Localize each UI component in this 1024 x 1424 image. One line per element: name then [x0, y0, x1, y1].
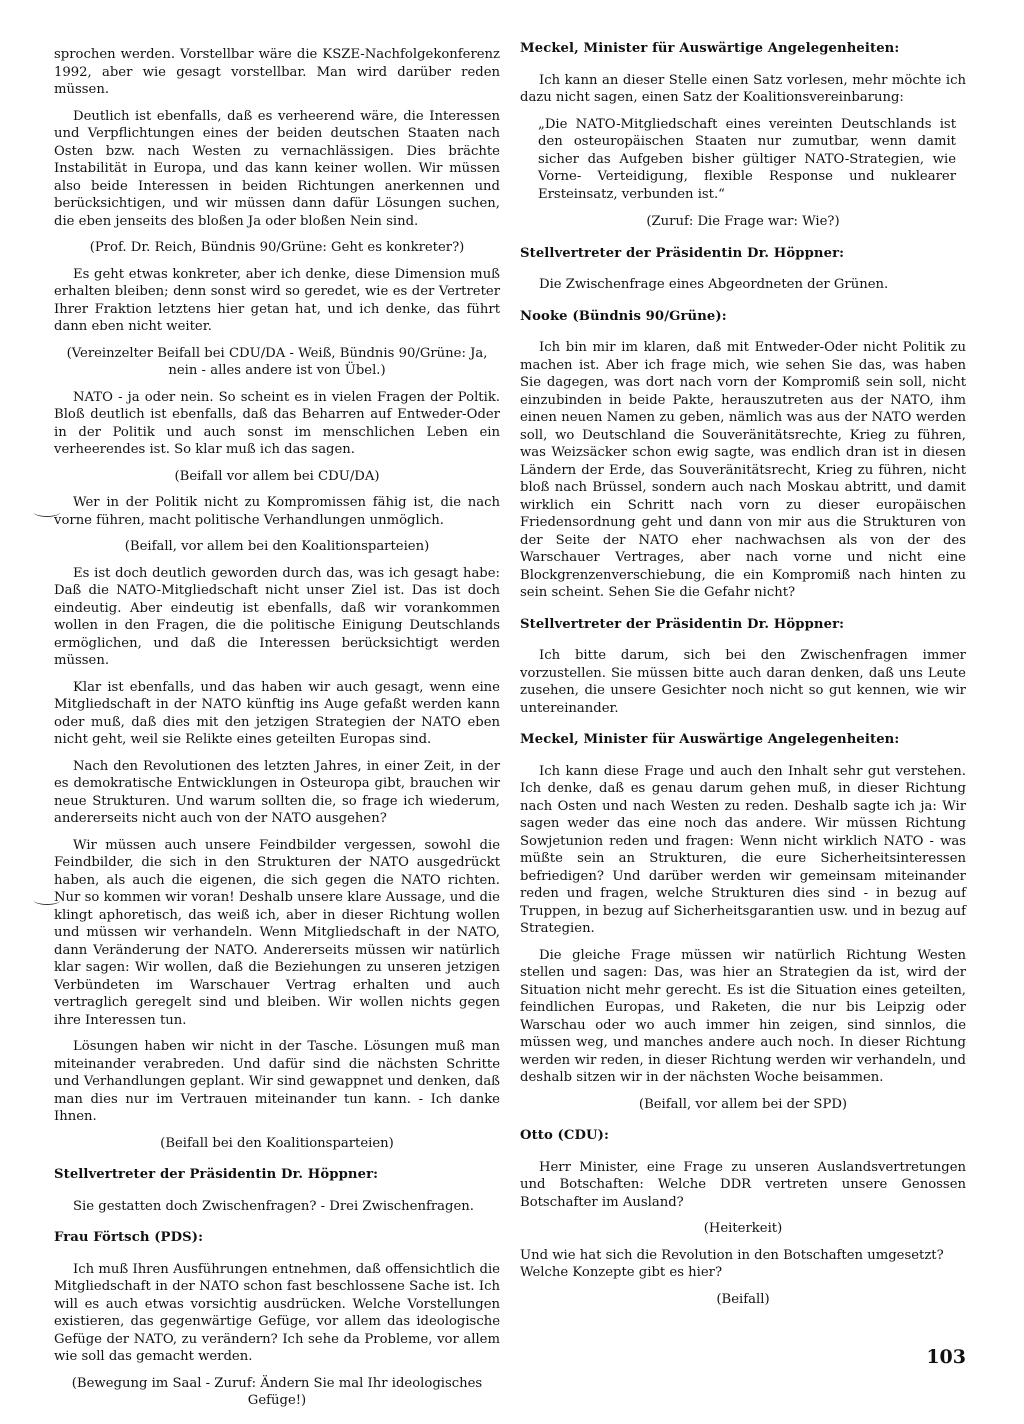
- body-paragraph: Ich bitte darum, sich bei den Zwischenfragen immer vorzustellen. Sie müssen bitte auch daran denken, daß uns Leute zusehen, die unsere Gesichter noch nicht so gut kennen, wie wir untereinander.: [520, 648, 966, 716]
- speaker-heading: Meckel, Minister für Auswärtige Angelegenheiten:: [520, 732, 900, 747]
- body-paragraph: Ich kann diese Frage und auch den Inhalt sehr gut verstehen. Ich denke, daß es genau darum gehen muß, in dieser Richtung nach Osten und nach Westen zu reden. Deshalb sagte ich ja: Wir sagen weder das eine noch das andere. Wir müssen Richtung Sowjetunion reden und fragen: Wenn nicht wirklich NATO - was müßte sein an Strukturen, die eure Sicherheitsinteressen befriedigen? Und darüber werden wir gemeinsam miteinander reden und fragen, welche Strukturen dies sind - in bezug auf Truppen, in bezug auf Sicherheitsgarantien usw. und in bezug auf Strategien.: [520, 763, 966, 936]
- body-paragraph: Ich muß Ihren Ausführungen entnehmen, daß offensichtlich die Mitgliedschaft in der NATO schon fast beschlossene Sache ist. Ich will es auch etwas vorsichtig ausdrücken. Welche Vorstellungen existieren, das gegenwärtige Gefüge, vor allem das ideologische Gefüge der NATO, zu verändern? Ich sehe da Probleme, vor allem wie soll das gemacht werden.: [54, 1261, 500, 1364]
- body-paragraph: Sie gestatten doch Zwischenfragen? - Drei Zwischenfragen.: [73, 1198, 474, 1214]
- speaker-heading: Frau Förtsch (PDS):: [54, 1230, 204, 1245]
- body-paragraph: Die gleiche Frage müssen wir natürlich Richtung Westen stellen und sagen: Das, was hier an Strategien da ist, wird der Situation nicht mehr gerecht. Es ist die Situation eines geteilten, feindlichen Europas, und Raketen, die nur bis Leipzig oder Warschau oder wo auch immer hin zeigen, sind sinnlos, die müssen weg, und manches andere auch noch. In dieser Richtung werden wir reden, in dieser Richtung werden wir verhandeln, und deshalb sitzen wir in der nächsten Woche beisammen.: [520, 947, 966, 1085]
- speaker-heading: Stellvertreter der Präsidentin Dr. Höppner:: [520, 616, 845, 632]
- body-paragraph: Und wie hat sich die Revolution in den Botschaften umgesetzt? Welche Konzepte gibt es hier?: [520, 1247, 944, 1280]
- margin-mark: [34, 508, 60, 517]
- interjection: (Beifall): [716, 1291, 770, 1307]
- interjection: (Beifall bei den Koalitionsparteien): [160, 1135, 394, 1151]
- body-paragraph: Herr Minister, eine Frage zu unseren Auslandsvertretungen und Botschaften: Welche DDR vertreten unsere Genossen Botschafter im Ausland?: [520, 1159, 966, 1210]
- body-paragraph: Lösungen haben wir nicht in der Tasche. Lösungen muß man miteinander verabreden. Und dafür sind die nächsten Schritte und Verhandlungen geplant. Wir sind gewappnet und denken, daß man dies nur im Vertrauen miteinander tun kann. - Ich danke Ihnen.: [54, 1039, 500, 1124]
- speaker-heading: Nooke (Bündnis 90/Grüne):: [520, 308, 727, 324]
- speaker-heading: Meckel, Minister für Auswärtige Angelegenheiten:: [520, 41, 900, 56]
- body-paragraph: Deutlich ist ebenfalls, daß es verheerend wäre, die Interessen und Verpflichtungen eines der beiden deutschen Staaten nach Osten bzw. nach Westen zu vernachlässigen. Dies brächte Instabilität in Europa, und das kann keiner wollen. Wir müssen also beide Interessen in beiden Richtungen anerkennen und berücksichtigen, und wir müssen dann dafür Lösungen suchen, die eben jenseits des bloßen Ja oder bloßen Nein sind.: [54, 108, 500, 229]
- body-paragraph: Die Zwischenfrage eines Abgeordneten der Grünen.: [539, 277, 889, 292]
- interjection: (Heiterkeit): [703, 1221, 783, 1236]
- interjection: (Bewegung im Saal - Zuruf: Ändern Sie mal Ihr ideologisches Gefüge!): [71, 1375, 483, 1408]
- speaker-heading: Stellvertreter der Präsidentin Dr. Höppner:: [54, 1167, 379, 1182]
- body-paragraph: sprochen werden. Vorstellbar wäre die KSZE-Nachfolgekonferenz 1992, aber wie gesagt vorstellbar. Man wird darüber reden müssen.: [54, 47, 500, 97]
- quotation: „Die NATO-Mitgliedschaft eines vereinten Deutschlands ist den osteuropäischen Staaten nur zumutbar, wenn damit sicher das Aufgeben bisher gültiger NATO-Strategien, wie Vorne- Verteidigung, flexible Response und nuklearer Ersteinsatz, verbunden ist.“: [538, 116, 956, 202]
- body-paragraph: Es ist doch deutlich geworden durch das, was ich gesagt habe: Daß die NATO-Mitgliedschaft nicht unser Ziel ist. Das ist doch eindeutig. Aber eindeutig ist ebenfalls, daß wir vorankommen wollen in den Fragen, die die politische Einigung Deutschlands ermöglichen, und daß die Interessen berücksichtigt werden müssen.: [54, 565, 500, 668]
- body-paragraph: Nach den Revolutionen des letzten Jahres, in einer Zeit, in der es demokratische Entwicklungen in Osteuropa gibt, brauchen wir neue Strukturen. Und warum sollten die, so frage ich wiederum, andererseits nicht auch von der NATO ausgehen?: [54, 758, 500, 826]
- interjection: (Beifall, vor allem bei der SPD): [638, 1096, 848, 1112]
- body-paragraph: Wer in der Politik nicht zu Kompromissen fähig ist, die nach vorne führen, macht politische Verhandlungen unmöglich.: [54, 495, 500, 528]
- speaker-heading: Stellvertreter der Präsidentin Dr. Höppner:: [520, 245, 845, 261]
- left-column: [54, 46, 500, 1419]
- right-column: [520, 41, 966, 1317]
- speaker-heading: Otto (CDU):: [520, 1128, 609, 1143]
- interjection: (Beifall, vor allem bei den Koalitionsparteien): [124, 539, 430, 554]
- body-paragraph: NATO - ja oder nein. So scheint es in vielen Fragen der Poltik. Bloß deutlich ist ebenfalls, daß das Beharren auf Entweder-Oder in der Politik und auch sonst im menschlichen Leben ein verheerendes ist. So klar muß ich das sagen.: [54, 389, 500, 457]
- body-paragraph: Ich kann an dieser Stelle einen Satz vorlesen, mehr möchte ich dazu nicht sagen, einen Satz der Koalitionsvereinbarung:: [520, 72, 966, 105]
- body-paragraph: Es geht etwas konkreter, aber ich denke, diese Dimension muß erhalten bleiben; denn sonst wird so geredet, wie es der Vertreter Ihrer Fraktion letztens hier getan hat, und ich denke, das führt dann eben nicht weiter.: [54, 266, 500, 334]
- body-paragraph: Wir müssen auch unsere Feindbilder vergessen, sowohl die Feindbilder, die sich in den Strukturen der NATO ausgedrückt haben, als auch die eigenen, die sich gegen die NATO richten. Nur so kommen wir voran! Deshalb unsere klare Aussage, und die klingt aphoretisch, das weiß ich, aber in dieser Richtung wollen und müssen wir verhandeln. Wenn Mitgliedschaft in der NATO, dann Veränderung der NATO. Andererseits müssen wir natürlich klar sagen: Wir wollen, daß die Beziehungen zu unseren jetzigen Verbündeten im Warschauer Vertrag erhalten und auch vertraglich geregelt sind und bleiben. Wir wollen nichts gegen ihre Interessen tun.: [54, 837, 500, 1028]
- interjection: (Vereinzelter Beifall bei CDU/DA - Weiß, Bündnis 90/Grüne: Ja, nein - alles andere ist von Übel.): [66, 345, 488, 378]
- margin-mark: [34, 896, 60, 905]
- body-paragraph: Klar ist ebenfalls, und das haben wir auch gesagt, wenn eine Mitgliedschaft in der NATO künftig ins Auge gefaßt werden kann oder muß, daß dies mit den jetzigen Strategien der NATO eben nicht geht, weil sie Relikte eines geteilten Europas sind.: [54, 679, 500, 747]
- interjection: (Prof. Dr. Reich, Bündnis 90/Grüne: Geht es konkreter?): [89, 240, 465, 255]
- interjection: (Beifall vor allem bei CDU/DA): [174, 468, 380, 484]
- page-number: 103: [926, 1346, 966, 1368]
- body-paragraph: Ich bin mir im klaren, daß mit Entweder-Oder nicht Politik zu machen ist. Aber ich frage mich, wie sehen Sie das, was haben Sie dagegen, was dort nach vorn der Kompromiß sein soll, nicht einzubinden in beide Pakte, herauszutreten aus der NATO, ihm einen neuen Namen zu geben, nämlich was aus der NATO werden soll, wo Deutschland die Souveränitätsrechte, Krieg zu führen, was Weizsäcker schon ewig sagte, was endlich dran ist in diesen Ländern der Erde, das Souveränitätsrecht, Krieg zu führen, nicht bloß nach Brüssel, sondern auch nach Moskau abtritt, und damit wirklich ein Schritt nach vorn zu dieser europäischen Friedensordnung geht und dann von mir aus die Strukturen von der Seite der NATO eher nachwachsen als von der des Warschauer Vertrages, aber nach vorne und nicht eine Blockgrenzenverschiebung, die ein Kompromiß nach hinten zu sein scheint. Sehen Sie die Gefahr nicht?: [520, 340, 966, 600]
- interjection: (Zuruf: Die Frage war: Wie?): [646, 214, 840, 229]
